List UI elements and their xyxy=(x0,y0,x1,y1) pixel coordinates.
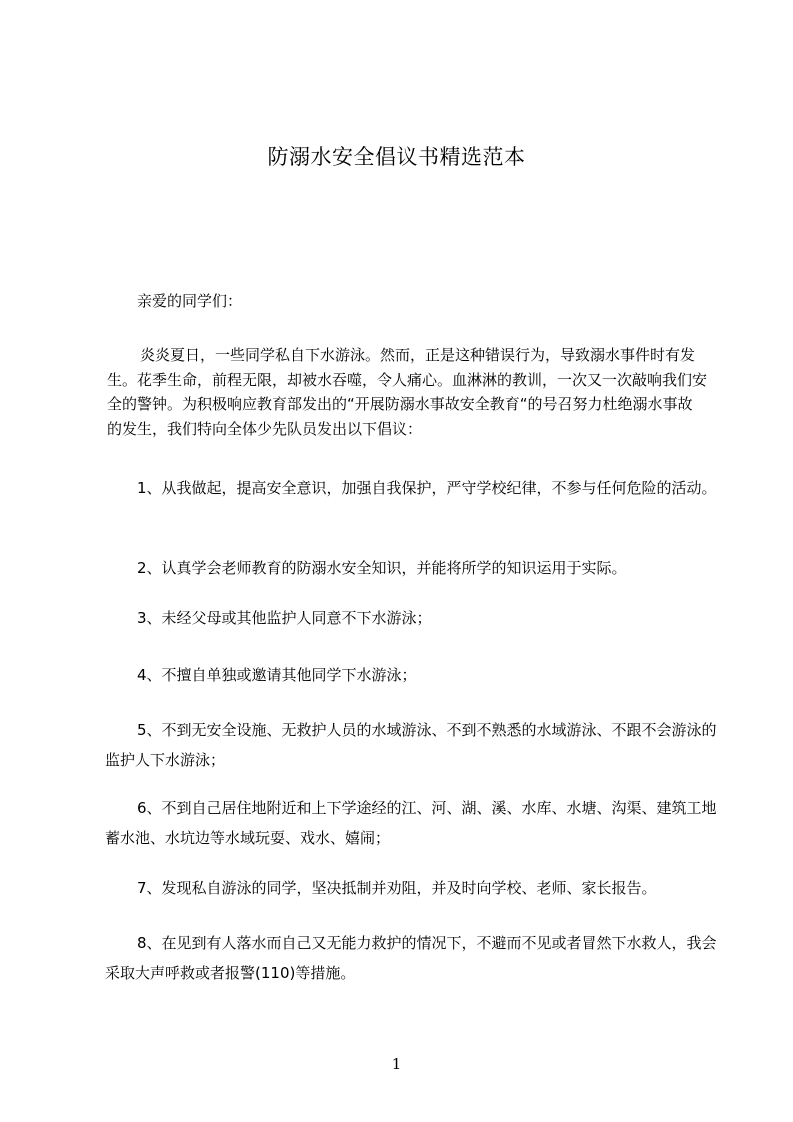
proposal-item-7: 7、发现私自游泳的同学，坚决抵制并劝阻，并及时向学校、老师、家长报告。 xyxy=(137,879,657,897)
document-title: 防溺水安全倡议书精选范本 xyxy=(267,145,526,169)
page-number: 1 xyxy=(391,1055,402,1073)
proposal-item-3: 3、未经父母或其他监护人同意不下水游泳； xyxy=(137,609,432,627)
proposal-item-4: 4、不擅自单独或邀请其他同学下水游泳； xyxy=(137,666,417,684)
proposal-item-2: 2、认真学会老师教育的防溺水安全知识，并能将所学的知识运用于实际。 xyxy=(137,559,627,577)
intro-paragraph: 炎炎夏日，一些同学私自下水游泳。然而，正是这种错误行为，导致溺水事件时有发生。花季生命，前程无限，却被水吞噬，令人痛心。血淋淋的教训，一次又一次敲响我们安全的警钟。为积极响应教育部发出的“开展防溺水事故安全教育“的号召努力杜绝溺水事故的发生，我们特向全体少先队员发出以下倡议： xyxy=(107,346,708,438)
proposal-item-1: 1、从我做起，提高安全意识，加强自我保护，严守学校纪律，不参与任何危险的活动。 xyxy=(137,479,717,497)
proposal-item-6: 6、不到自己居住地附近和上下学途经的江、河、湖、溪、水库、水塘、沟渠、建筑工地蓄水池、水坑边等水域玩耍、戏水、嬉闹； xyxy=(105,799,717,847)
proposal-item-5: 5、不到无安全设施、无救护人员的水域游泳、不到不熟悉的水域游泳、不跟不会游泳的监护人下水游泳； xyxy=(105,721,717,769)
greeting: 亲爱的同学们： xyxy=(137,292,243,310)
proposal-item-8: 8、在见到有人落水而自己又无能力救护的情况下，不避而不见或者冒然下水救人，我会采取大声呼救或者报警(110)等措施。 xyxy=(105,934,717,982)
